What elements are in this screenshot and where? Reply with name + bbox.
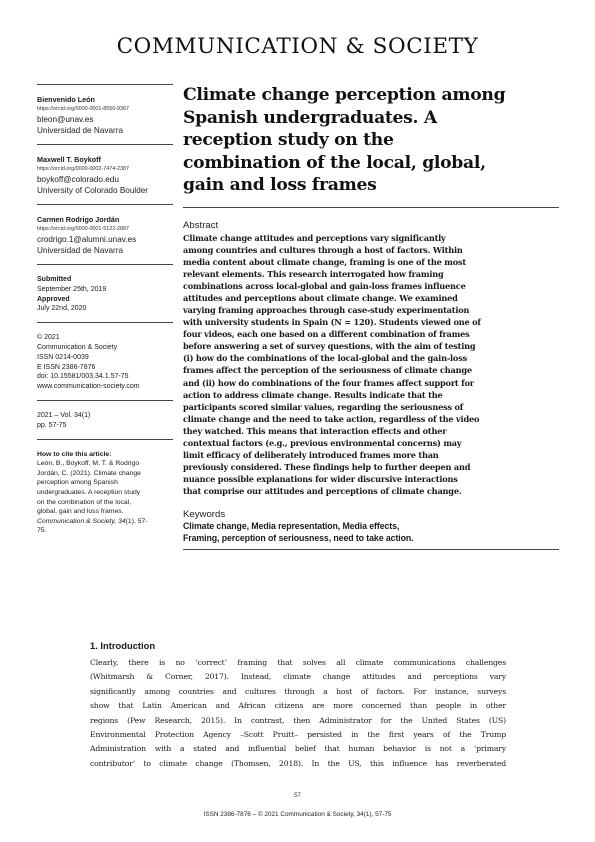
keywords-rule bbox=[183, 549, 559, 550]
article-main bbox=[183, 84, 559, 550]
author-entry bbox=[37, 145, 173, 204]
abstract-heading: Abstract bbox=[183, 219, 219, 231]
citation-line: León, B., Boykoff, M. T. & Rodrigo bbox=[37, 460, 140, 468]
intro-line: Environmental Protection Agency –Scott Pruitt– persisted in the first years of the Trump bbox=[90, 730, 506, 740]
submitted-label: Submitted bbox=[37, 276, 72, 283]
abstract-line: that comprise our attitudes and perceptions of climate change. bbox=[183, 485, 462, 496]
title-line: Climate change perception among bbox=[183, 85, 506, 105]
author-entry bbox=[37, 205, 173, 264]
abstract-line: varying framing approaches through case-study experimentation bbox=[183, 305, 470, 316]
keywords-text bbox=[183, 521, 559, 544]
abstract-line: before answering a set of survey questions, with the aim of testing bbox=[183, 341, 476, 352]
citation-line: perception among Spanish bbox=[37, 479, 118, 487]
citation-line: Jordán, C. (2021). Climate change bbox=[37, 469, 141, 477]
intro-line: (Whitmarsh & Corner, 2017). Instead, climate change attitudes and perceptions vary bbox=[90, 672, 506, 682]
abstract-line: and (ii) how do combinations of the four frames affect support for bbox=[183, 377, 474, 388]
keywords-heading: Keywords bbox=[183, 509, 226, 520]
journal-name: COMMUNICATION & SOCIETY bbox=[116, 34, 479, 59]
article-title bbox=[183, 84, 559, 197]
citation-journal: Communication & Society, 34 bbox=[37, 517, 126, 525]
title-line: Spanish undergraduates. A bbox=[183, 107, 437, 128]
citation-line: 75. bbox=[37, 527, 47, 535]
introduction-heading: 1. Introduction bbox=[90, 640, 156, 651]
introduction-section bbox=[90, 640, 506, 771]
abstract-line: action to address climate change. Results indicate that the bbox=[183, 389, 443, 400]
abstract-text bbox=[183, 232, 559, 497]
author-orcid-link[interactable]: https://orcid.org/0000-0002-7474-2387 bbox=[37, 166, 130, 172]
keywords-line: Framing, perception of seriousness, need to take action. bbox=[183, 532, 414, 543]
citation-line: undergraduates. A reception study bbox=[37, 488, 141, 496]
submitted-date: September 25th, 2019 bbox=[37, 285, 107, 293]
abstract-line: with university students in Spain (N = 120). Students viewed one of bbox=[183, 317, 481, 328]
introduction-body bbox=[90, 656, 506, 771]
title-line: combination of the local, global, bbox=[183, 152, 486, 173]
author-affiliation: Universidad de Navarra bbox=[37, 246, 124, 255]
author-orcid-link[interactable]: https://orcid.org/0000-0001-5122-2887 bbox=[37, 226, 130, 232]
copyright-line: E ISSN 2386-7876 bbox=[37, 363, 96, 371]
citation-label: How to cite this article: bbox=[37, 450, 112, 458]
abstract-line: (i) how do the combinations of the local-global and the gain-loss bbox=[183, 353, 468, 364]
author-email-link[interactable]: bleon@unav.es bbox=[37, 115, 94, 124]
citation-block bbox=[37, 440, 173, 544]
citation-line bbox=[37, 517, 173, 527]
copyright-info bbox=[37, 323, 173, 400]
abstract-line: contextual factors (e.g., previous environmental concerns) may bbox=[183, 437, 462, 448]
copyright-line: © 2021 bbox=[37, 334, 60, 342]
author-entry bbox=[37, 85, 173, 144]
author-name: Carmen Rodrigo Jordán bbox=[37, 215, 120, 224]
copyright-line: ISSN 0214-0039 bbox=[37, 353, 89, 361]
citation-text bbox=[37, 459, 173, 536]
abstract-line: combinations across local-global and gain-loss frames influence bbox=[183, 281, 466, 292]
author-email-link[interactable]: crodrigo.1@alumni.unav.es bbox=[37, 235, 137, 244]
abstract-line: four videos, each one based on a different combination of frames bbox=[183, 329, 470, 340]
copyright-line: Communication & Society bbox=[37, 343, 118, 351]
doi-link[interactable]: doi: 10.15581/003.34.1.57-75 bbox=[37, 373, 129, 381]
intro-line: significantly among countries and cultures through a host of factors. For instance, surveys bbox=[90, 686, 506, 696]
submission-dates bbox=[37, 265, 173, 322]
intro-line: regions (Pew Research, 2015). In contrast, then Administrator for the United States (US) bbox=[90, 715, 506, 725]
intro-line: show that Latin American and African citizens are more concerned than people in other bbox=[90, 701, 506, 711]
volume-info bbox=[37, 401, 173, 439]
abstract-line: participants scored similar values, regarding the seriousness of bbox=[183, 401, 464, 412]
title-line: reception study on the bbox=[183, 130, 394, 151]
author-affiliation: Universidad de Navarra bbox=[37, 126, 124, 135]
author-email-link[interactable]: boykoff@colorado.edu bbox=[37, 175, 119, 184]
abstract-line: they watched. This means that interaction effects and other bbox=[183, 425, 447, 436]
page-number: 57 bbox=[294, 793, 301, 799]
citation-issue: (1), 57- bbox=[125, 517, 148, 525]
abstract-line: frames affect the perception of the seriousness of climate change bbox=[183, 365, 472, 376]
volume-line: 2021 – Vol. 34(1) bbox=[37, 411, 91, 419]
author-name: Maxwell T. Boykoff bbox=[37, 155, 101, 164]
approved-label: Approved bbox=[37, 295, 70, 303]
citation-line: global, gain and loss frames. bbox=[37, 508, 124, 516]
intro-line: Administration with a stated and influential belief that human behavior is not a ‘primary bbox=[90, 744, 506, 754]
keywords-line: Climate change, Media representation, Media effects, bbox=[183, 521, 400, 531]
author-orcid-link[interactable]: https://orcid.org/0000-0001-8556-9367 bbox=[37, 106, 130, 112]
pages-line: pp. 57-75 bbox=[37, 421, 67, 429]
intro-line: contributor’ to climate change (Thomsen, 2018). In the US, this influence has reverberated bbox=[90, 758, 506, 768]
abstract-line: attitudes and perceptions about climate change. We examined bbox=[183, 293, 458, 304]
author-affiliation: University of Colorado Boulder bbox=[37, 186, 149, 195]
author-name: Bienvenido León bbox=[37, 95, 95, 104]
abstract-line: relevant elements. This research interrogated how framing bbox=[183, 269, 444, 280]
abstract-line: climate change and the need to take action, regardless of the video bbox=[183, 413, 480, 424]
abstract-line: previously considered. These findings help to further deepen and bbox=[183, 461, 471, 472]
approved-date: July 22nd, 2020 bbox=[37, 305, 87, 313]
page-footer: ISSN 2386-7876 – © 2021 Communication & Society, 34(1), 57-75 bbox=[203, 811, 392, 818]
abstract-line: nuance possible explanations for wider discursive interactions bbox=[183, 473, 458, 484]
author-sidebar bbox=[37, 84, 173, 544]
abstract-line: among countries and cultures through a host of factors. Within bbox=[183, 245, 463, 256]
title-rule bbox=[183, 207, 559, 208]
abstract-line: limit efficacy of deliberately introduced frames more than bbox=[183, 449, 439, 460]
abstract-line: media content about climate change, framing is one of the most bbox=[183, 257, 466, 268]
abstract-line: Climate change attitudes and perceptions vary significantly bbox=[183, 232, 446, 243]
website-link[interactable]: www.communication-society.com bbox=[37, 383, 140, 391]
title-line: gain and loss frames bbox=[183, 175, 377, 196]
intro-line: Clearly, there is no ‘correct’ framing that solves all climate communications challenges bbox=[90, 658, 506, 667]
citation-line: on the combination of the local, bbox=[37, 498, 132, 506]
